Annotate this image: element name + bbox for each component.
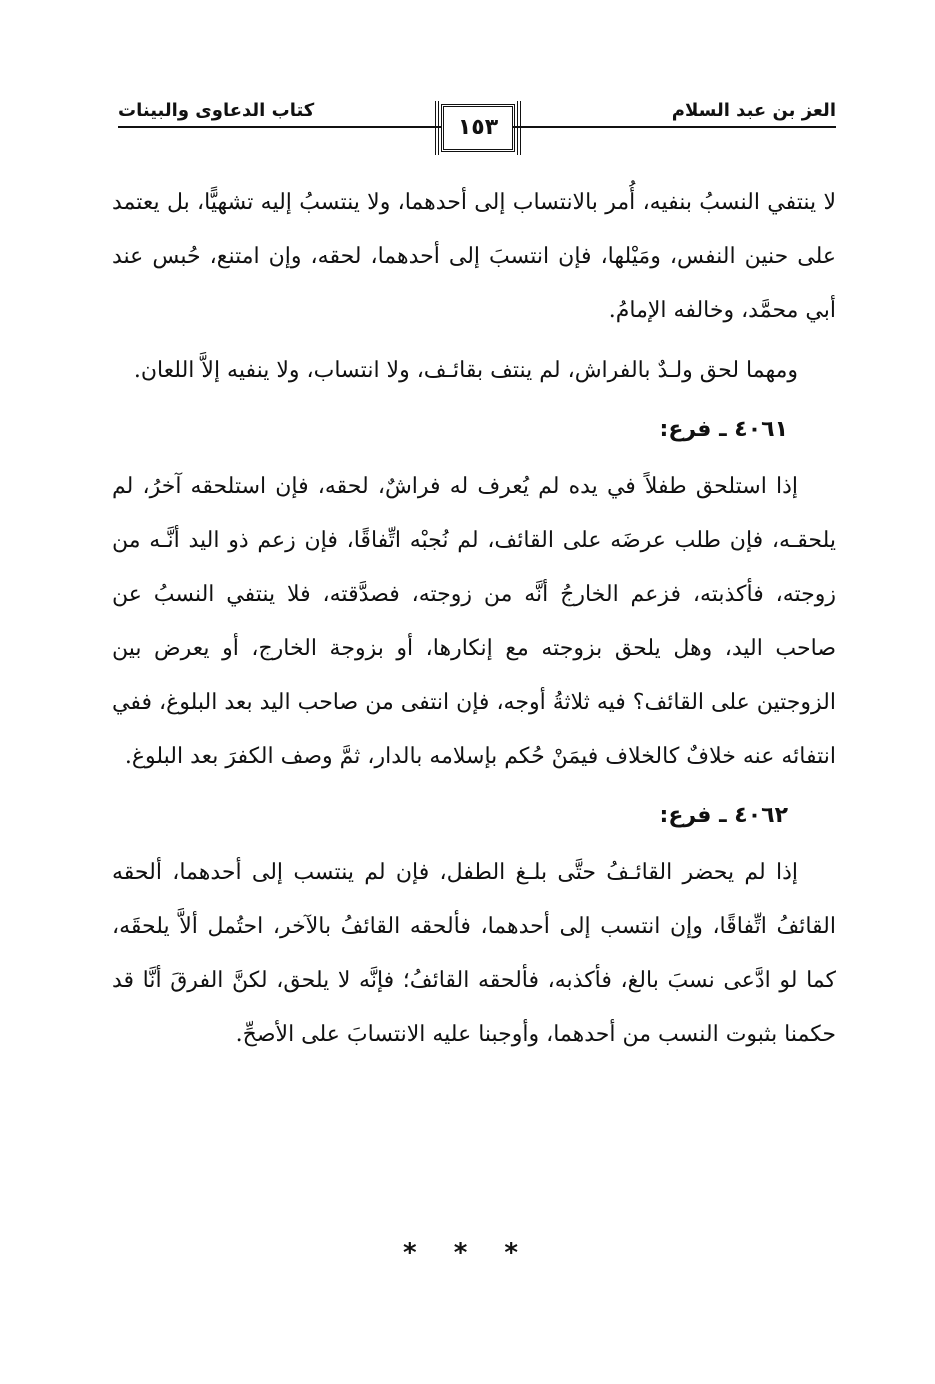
paragraph-4: إذا لم يحضر القائـفُ حتَّى بلـغ الطفل، فإن لم ينتسب إلى أحدهما، ألحقه القائفُ اتِّفاقًا، وإن انتسب إلى أحدهما، فألحقه القائفُ بالآخر، احتُمل ألاَّ يلحقَه، كما لو ادَّعى نسبَ بالغ، فأكذبه، فألحقه القائفُ؛ فإنَّه لا يلحق، لكنَّ الفرقَ أنَّا قد حكمنا بثبوت النسب من أحدهما، وأوجبنا عليه الانتسابَ على الأصحِّ.: [112, 860, 836, 1047]
paragraph-3: إذا استلحق طفلاً في يده لم يُعرف له فراشٌ، لحقه، فإن استلحقه آخرُ، لم يلحقـه، فإن طلب عرضَه على القائف، لم نُجبْه اتِّفاقًا، فإن زعم ذو اليد أنَّـه من زوجته، فأكذبته، فزعم الخارجُ أنَّه من زوجته، فصدَّقته، فلا ينتفي النسبُ عن صاحب اليد، وهل يلحق بزوجته مع إنكارها، أو بزوجة الخارج، أو يعرض بين الزوجتين على القائف؟ فيه ثلاثةُ أوجه، فإن انتفى من صاحب اليد بعد البلوغ، ففي انتفائه عنه خلافٌ كالخلاف فيمَنْ حُكم بإسلامه بالدار، ثمَّ وصف الكفرَ بعد البلوغ.: [112, 474, 836, 769]
page-body: [112, 176, 836, 1062]
author-title: العز بن عبد السلام: [671, 100, 836, 121]
section-heading-4061: ٤٠٦١ ـ فرع:: [659, 417, 788, 442]
page-number: ١٥٣: [457, 115, 499, 140]
paragraph-2: ومهما لحق ولـدٌ بالفراش، لم ينتف بقائـف، ولا انتساب، ولا ينفيه إلاَّ اللعان.: [133, 358, 798, 383]
book-title: كتاب الدعاوى والبينات: [118, 100, 315, 121]
section-heading-4062: ٤٠٦٢ ـ فرع:: [659, 803, 788, 828]
page-number-frame: [441, 104, 515, 152]
header-rule-right: [512, 126, 836, 128]
running-header: [118, 96, 836, 160]
paragraph-1: لا ينتفي النسبُ بنفيه، أُمر بالانتساب إلى أحدهما، ولا ينتسبُ إليه تشهيًّا، بل يعتمد على حنين النفس، ومَيْلها، فإن انتسبَ إلى أحدهما، لحقه، وإن امتنع، حُبس عند أبي محمَّد، وخالفه الإمامُ.: [112, 190, 837, 323]
header-rule-left: [118, 126, 442, 128]
section-end-stars: * * *: [403, 1238, 532, 1268]
